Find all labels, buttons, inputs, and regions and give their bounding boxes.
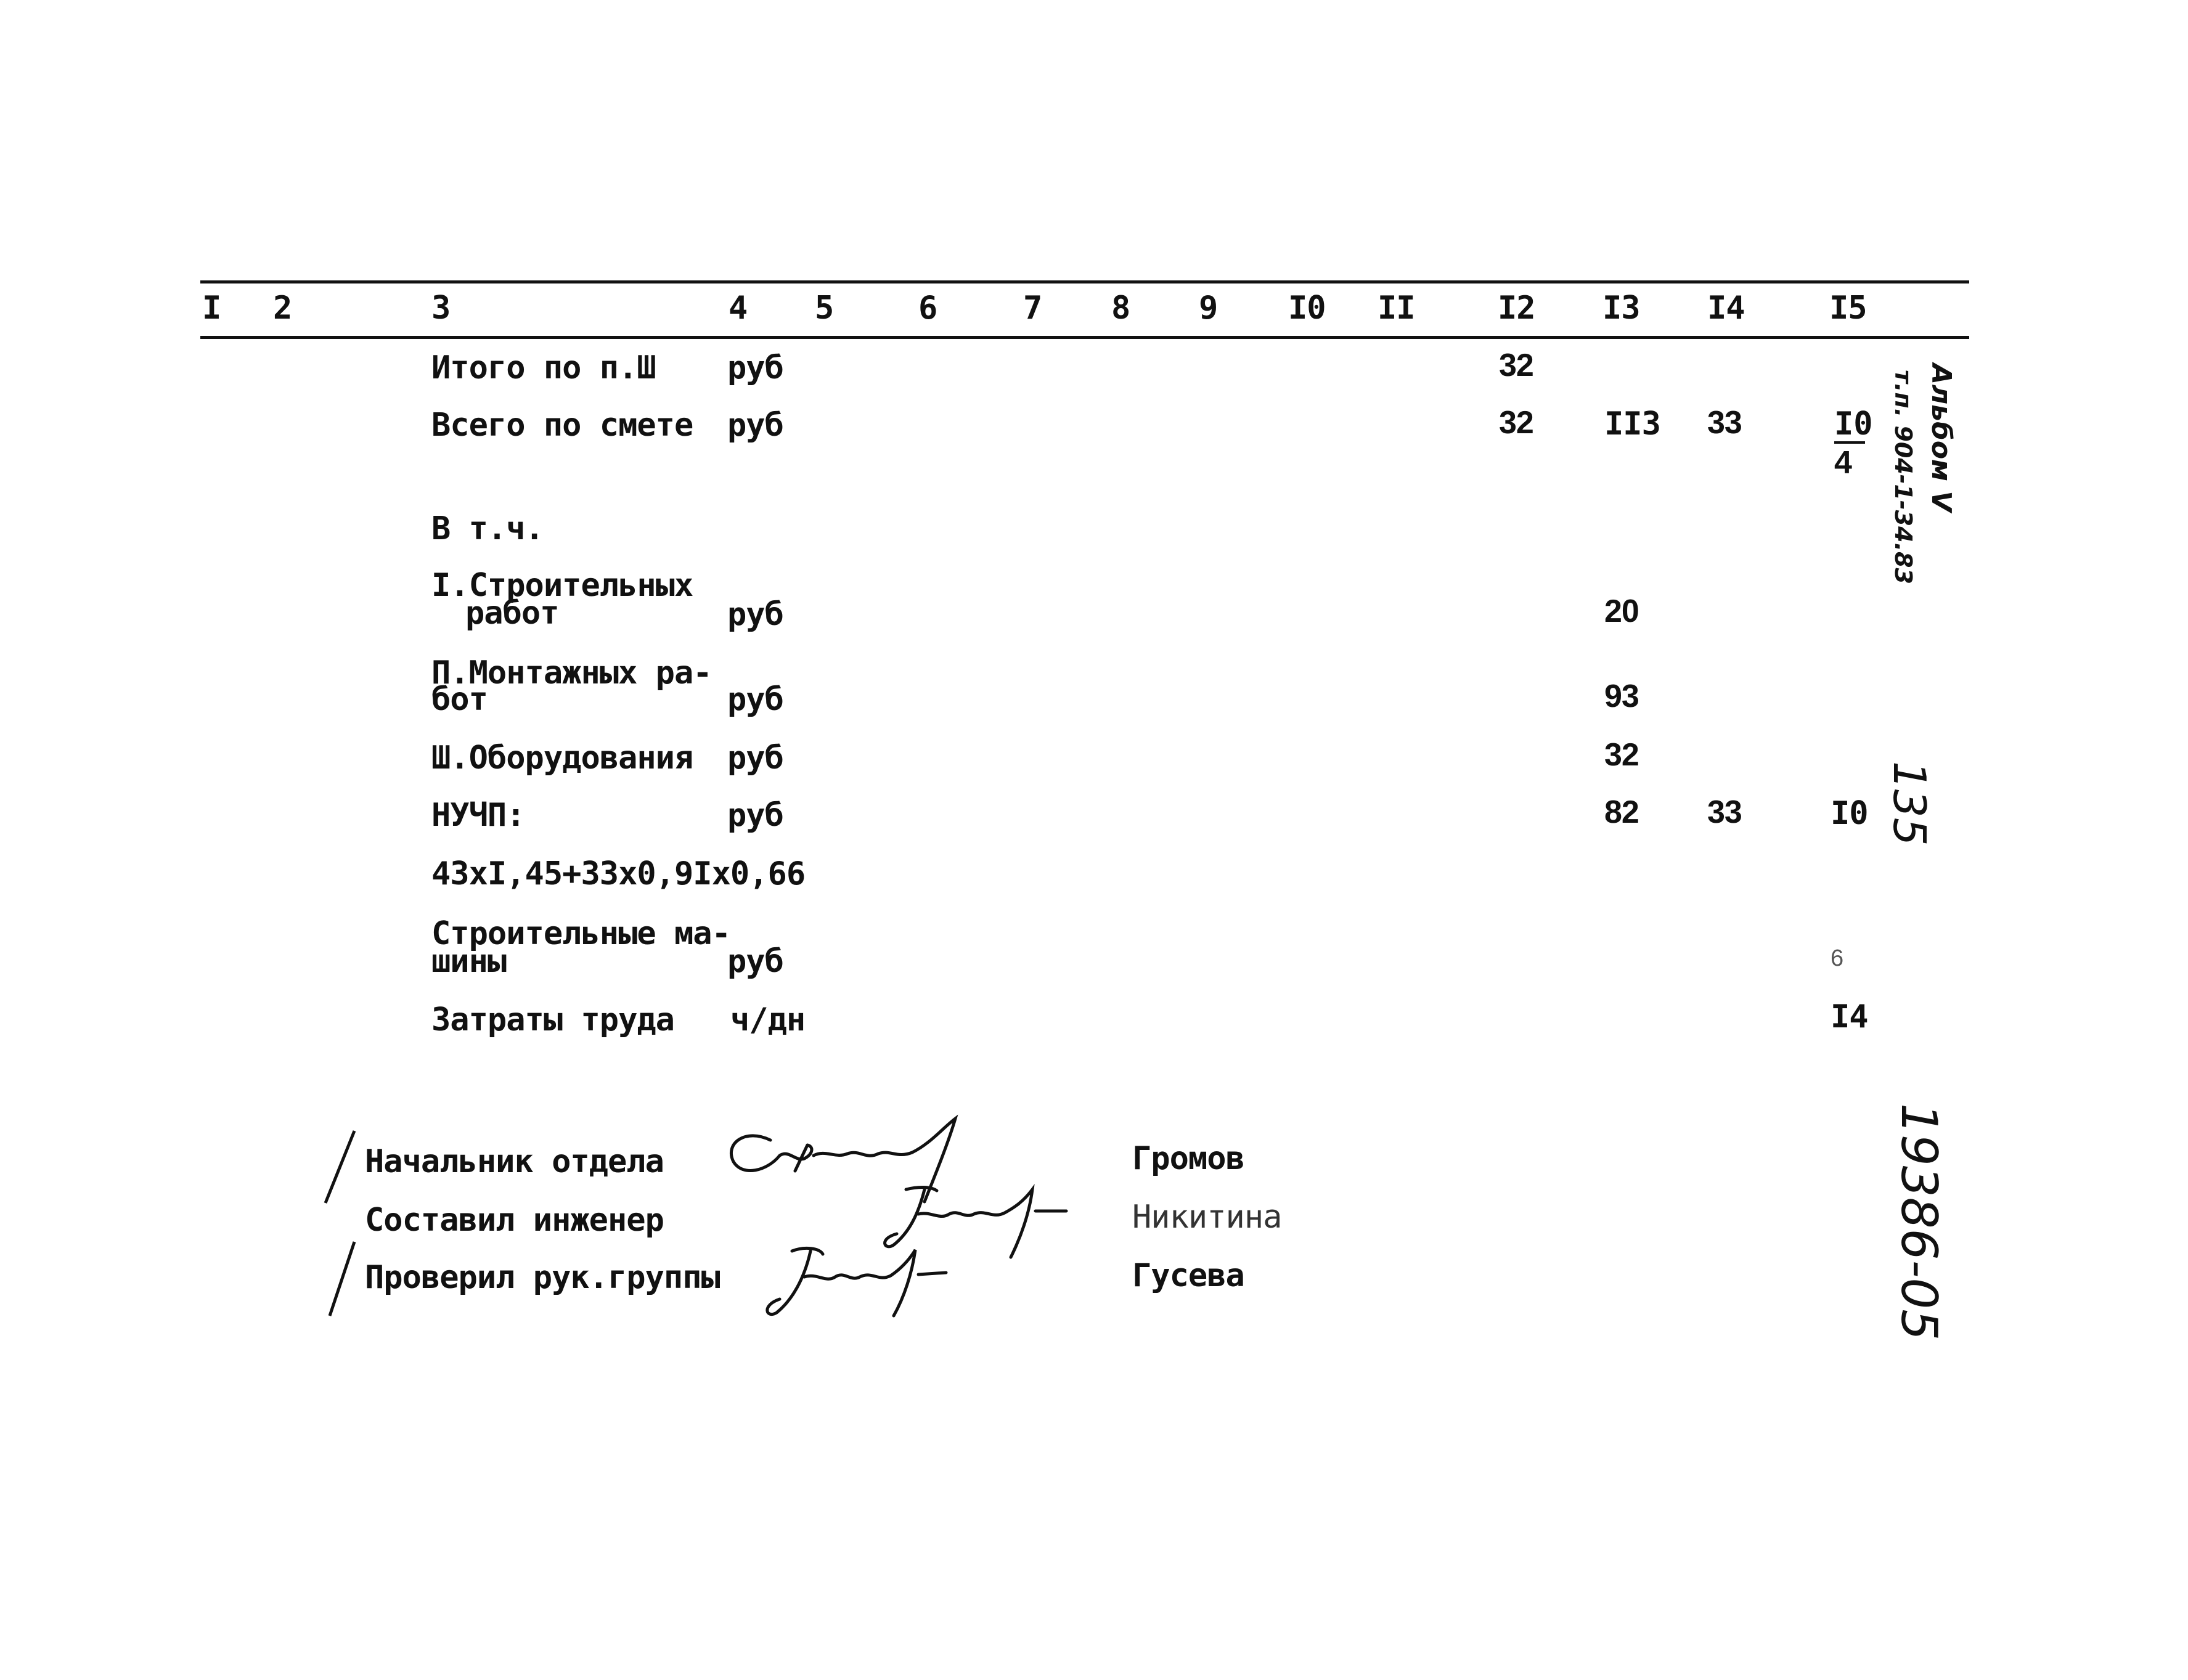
signature-engineer-name: Никитина (1132, 1199, 1282, 1236)
row-vtch-label: В т.ч. (431, 510, 544, 547)
row-trud-col15: I4 (1831, 998, 1868, 1035)
row-itogo-name: Итого по п.Ш (431, 349, 656, 386)
row-vsego-col12: 32 (1499, 405, 1533, 441)
row-oborud-col13: 32 (1604, 737, 1639, 773)
row-vsego-col15-denominator: 4 (1834, 445, 1852, 481)
margin-note-page-number: 135 (1884, 761, 1935, 846)
row-nuchp-unit: руб (727, 797, 783, 834)
column-header-10: I0 (1288, 290, 1326, 327)
signature-checker-scribble (761, 1239, 965, 1331)
column-header-8: 8 (1111, 290, 1130, 327)
row-nuchp-col13: 82 (1604, 794, 1639, 830)
row-stroit-name-line2: работ (465, 595, 559, 632)
row-vsego-col15-fraction (1834, 407, 1871, 482)
signature-checker-slash (324, 1239, 361, 1319)
column-header-11: II (1378, 290, 1415, 327)
column-header-3: 3 (431, 290, 451, 327)
row-nuchp-name: НУЧП: (431, 797, 525, 834)
row-formula: 43xI,45+33x0,9Ix0,66 (431, 855, 806, 892)
row-stroit-col13: 20 (1604, 593, 1639, 629)
row-mashiny-unit: руб (727, 943, 783, 980)
column-header-9: 9 (1199, 290, 1218, 327)
row-mashiny-name-line2: шины (431, 943, 507, 980)
row-vsego-unit: руб (727, 407, 783, 444)
row-trud-name: Затраты труда (431, 1001, 674, 1038)
row-montazh-name-line2: бот (431, 681, 488, 718)
row-mashiny-name-line1: Строительные ма- (431, 915, 730, 952)
column-header-6: 6 (918, 290, 937, 327)
column-header-15: I5 (1829, 290, 1867, 327)
signature-checker-role: Проверил рук.группы (365, 1259, 720, 1296)
column-header-1: I (202, 290, 221, 327)
row-oborud-unit: руб (727, 740, 783, 777)
row-montazh-unit: руб (727, 681, 783, 718)
row-nuchp-col15: I0 (1831, 795, 1868, 832)
row-stroit-name-line1: I.Строительных (431, 567, 693, 604)
table-top-rule (200, 280, 1969, 283)
row-vsego-col14: 33 (1707, 405, 1742, 441)
column-header-12: I2 (1498, 290, 1535, 327)
row-oborud-name: Ш.Оборудования (431, 740, 693, 777)
margin-note-tp: т.п. 904-1-34.83 (1890, 370, 1917, 584)
row-mashiny-col15: 6 (1831, 945, 1843, 971)
signature-head-slash (320, 1128, 357, 1208)
row-stroit-unit: руб (727, 596, 783, 633)
signature-head-name: Громов (1132, 1140, 1244, 1177)
column-header-7: 7 (1023, 290, 1042, 327)
row-itogo-col12: 32 (1499, 348, 1533, 383)
margin-note-document-number: 19386-05 (1890, 1103, 1948, 1341)
table-header-rule (200, 336, 1969, 339)
row-itogo-unit: руб (727, 349, 783, 386)
column-header-14: I4 (1707, 290, 1745, 327)
column-header-4: 4 (729, 290, 748, 327)
row-trud-unit: ч/дн (730, 1001, 806, 1038)
row-vsego-col15-numerator: I0 (1834, 406, 1873, 442)
signature-head-role: Начальник отдела (365, 1143, 664, 1180)
column-header-13: I3 (1602, 290, 1640, 327)
row-montazh-name-line1: П.Монтажных ра- (431, 654, 712, 691)
row-montazh-col13: 93 (1604, 679, 1639, 714)
row-vsego-name: Всего по смете (431, 407, 693, 444)
column-header-2: 2 (273, 290, 292, 327)
column-header-5: 5 (815, 290, 834, 327)
signature-engineer-role: Составил инженер (365, 1202, 664, 1239)
row-vsego-col13: II3 (1604, 406, 1660, 442)
signature-checker-name: Гусева (1132, 1257, 1244, 1294)
margin-note-album: Альбом V (1925, 364, 1957, 512)
row-nuchp-col14: 33 (1707, 794, 1742, 830)
